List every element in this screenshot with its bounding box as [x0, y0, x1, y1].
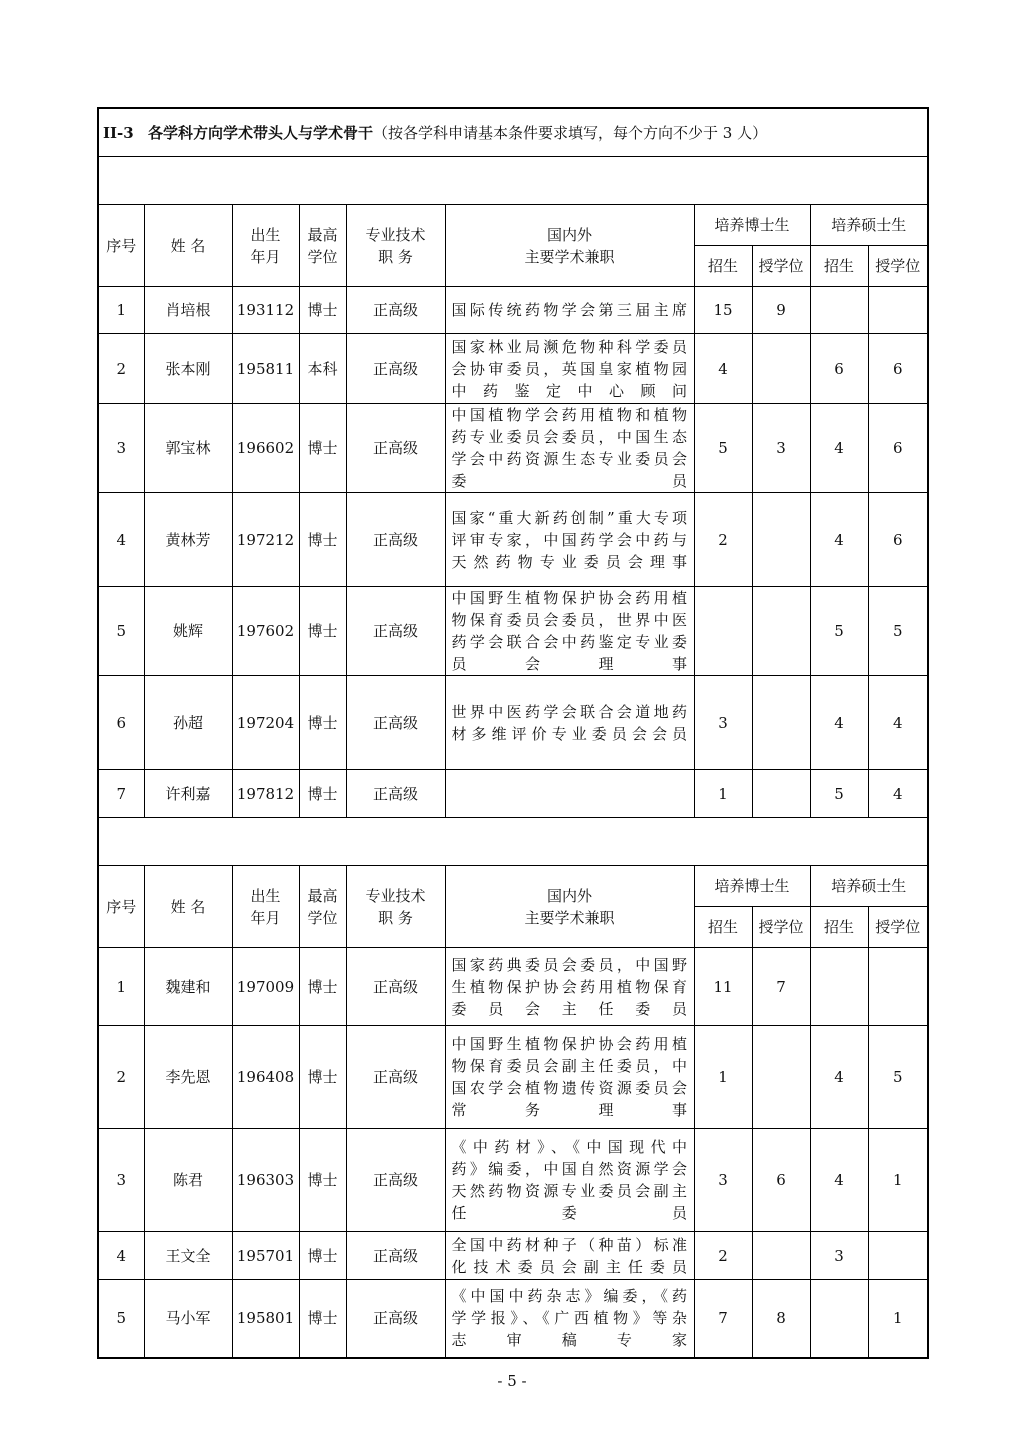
- duty-line: 学会中药资源生态专业委员会: [451, 450, 688, 468]
- header-title: [346, 205, 445, 287]
- header-title-line1: 专业技术: [365, 225, 426, 244]
- person-ms-degree: [868, 1232, 928, 1280]
- person-seq: 3: [98, 1129, 144, 1232]
- header-master: 培养硕士生: [810, 205, 928, 246]
- person-ms-enroll: [810, 287, 868, 334]
- person-name: 马小军: [144, 1280, 232, 1358]
- header-title-line2: 职 务: [378, 247, 413, 266]
- person-ms-enroll: 3: [810, 1232, 868, 1280]
- duty-line: 化技术委员会副主任委员: [451, 1257, 688, 1276]
- person-name: 李先恩: [144, 1026, 232, 1129]
- table-row: [98, 948, 928, 1026]
- person-name: 张本刚: [144, 334, 232, 404]
- person-seq: 7: [98, 770, 144, 818]
- header-seq: 序号: [98, 205, 144, 287]
- person-seq: 6: [98, 676, 144, 770]
- header-degree-line1: 最高: [307, 886, 338, 905]
- header-birth-line1: 出生: [250, 886, 281, 905]
- duty-line: 材多维评价专业委员会会员: [451, 724, 688, 743]
- person-birth: 197812: [232, 770, 299, 818]
- person-birth: 195701: [232, 1232, 299, 1280]
- person-title: 正高级: [346, 676, 445, 770]
- table-row: [98, 587, 928, 676]
- section-title: [98, 108, 928, 157]
- duty-line: 国家药典委员会委员，中国野: [451, 955, 688, 974]
- person-degree: 博士: [299, 493, 346, 587]
- person-name: 姚辉: [144, 587, 232, 676]
- person-degree: 博士: [299, 1232, 346, 1280]
- academic-staff-table: [97, 107, 929, 1359]
- header-degree-line1: 最高: [307, 225, 338, 244]
- person-phd-enroll: 2: [694, 493, 752, 587]
- header-duty-line1: 国内外: [546, 886, 592, 905]
- duty-line: 国家“重大新药创制”重大专项: [451, 508, 688, 527]
- duty-line: 常务理事: [451, 1101, 688, 1119]
- person-duty: [445, 334, 694, 404]
- person-ms-enroll: [810, 948, 868, 1026]
- person-title: 正高级: [346, 404, 445, 493]
- header-ms-degree: 授学位: [868, 907, 928, 948]
- person-ms-degree: 6: [868, 334, 928, 404]
- person-phd-enroll: 7: [694, 1280, 752, 1358]
- person-phd-enroll: 1: [694, 770, 752, 818]
- duty-line: 国家林业局濒危物种科学委员: [451, 337, 688, 356]
- person-ms-degree: 5: [868, 587, 928, 676]
- duty-line: 《中国中药杂志》编委，《药: [451, 1287, 688, 1306]
- header-birth-line1: 出生: [250, 225, 281, 244]
- header-phd-degree: 授学位: [752, 907, 810, 948]
- table-row: [98, 770, 928, 818]
- person-degree: 博士: [299, 1280, 346, 1358]
- person-ms-enroll: 4: [810, 404, 868, 493]
- person-phd-enroll: 3: [694, 676, 752, 770]
- header-ms-degree: 授学位: [868, 246, 928, 287]
- person-phd-enroll: 4: [694, 334, 752, 404]
- person-birth: 196303: [232, 1129, 299, 1232]
- person-duty: [445, 948, 694, 1026]
- person-phd-degree: [752, 1232, 810, 1280]
- header-title-line2: 职 务: [378, 908, 413, 927]
- person-name: 孙超: [144, 676, 232, 770]
- person-degree: 博士: [299, 404, 346, 493]
- person-duty: [445, 676, 694, 770]
- person-phd-enroll: 15: [694, 287, 752, 334]
- person-duty: [445, 493, 694, 587]
- person-duty: [445, 404, 694, 493]
- duty-line: 世界中医药学会联合会道地药: [451, 702, 688, 721]
- person-ms-degree: [868, 287, 928, 334]
- person-title: 正高级: [346, 1026, 445, 1129]
- header-phd-enroll: 招生: [694, 907, 752, 948]
- person-birth: 196602: [232, 404, 299, 493]
- section-heading: 各学科方向学术带头人与学术骨干: [148, 123, 374, 142]
- duty-line: 药专业委员会委员，中国生态: [451, 428, 688, 446]
- duty-line: 药》编委，中国自然资源学会: [451, 1160, 688, 1178]
- person-phd-enroll: 5: [694, 404, 752, 493]
- person-seq: 2: [98, 334, 144, 404]
- duty-line: 评审专家，中国药学会中药与: [451, 530, 688, 549]
- duty-line: 国农学会植物遗传资源委员会: [451, 1079, 688, 1097]
- person-title: 正高级: [346, 1129, 445, 1232]
- person-ms-degree: 5: [868, 1026, 928, 1129]
- person-seq: 1: [98, 948, 144, 1026]
- person-duty: [445, 770, 694, 818]
- person-ms-enroll: [810, 1280, 868, 1358]
- person-seq: 5: [98, 1280, 144, 1358]
- person-degree: 博士: [299, 948, 346, 1026]
- person-birth: 193112: [232, 287, 299, 334]
- person-duty: [445, 587, 694, 676]
- person-ms-degree: 4: [868, 770, 928, 818]
- person-title: 正高级: [346, 334, 445, 404]
- person-birth: 195801: [232, 1280, 299, 1358]
- duty-line: 物保育委员会副主任委员，中: [451, 1057, 688, 1075]
- header-title: [346, 866, 445, 948]
- header-degree: [299, 866, 346, 948]
- person-phd-degree: [752, 770, 810, 818]
- person-phd-enroll: 11: [694, 948, 752, 1026]
- duty-line: 中国野生植物保护协会药用植: [451, 1035, 688, 1053]
- header-birth-line2: 年月: [250, 247, 281, 266]
- person-duty: [445, 287, 694, 334]
- duty-line: 志审稿专家: [451, 1331, 688, 1350]
- header-phd: 培养博士生: [694, 866, 810, 907]
- person-birth: 197602: [232, 587, 299, 676]
- table-row: [98, 676, 928, 770]
- person-phd-enroll: 2: [694, 1232, 752, 1280]
- duty-line: 药学会联合会中药鉴定专业委: [451, 633, 688, 651]
- person-degree: 博士: [299, 770, 346, 818]
- table-row: [98, 1026, 928, 1129]
- person-title: 正高级: [346, 948, 445, 1026]
- person-ms-degree: 4: [868, 676, 928, 770]
- person-phd-enroll: 1: [694, 1026, 752, 1129]
- header-title-line1: 专业技术: [365, 886, 426, 905]
- header-name: 姓 名: [144, 205, 232, 287]
- person-name: 陈君: [144, 1129, 232, 1232]
- person-title: 正高级: [346, 493, 445, 587]
- person-degree: 博士: [299, 676, 346, 770]
- header-degree-line2: 学位: [307, 247, 338, 266]
- duty-line: 中国野生植物保护协会药用植: [451, 589, 688, 607]
- person-seq: 2: [98, 1026, 144, 1129]
- header-birth: [232, 205, 299, 287]
- person-phd-enroll: 3: [694, 1129, 752, 1232]
- person-ms-degree: 6: [868, 493, 928, 587]
- section-code: II-3: [103, 123, 134, 142]
- person-degree: 博士: [299, 1129, 346, 1232]
- person-title: 正高级: [346, 1280, 445, 1358]
- person-name: 王文全: [144, 1232, 232, 1280]
- header-duty-line2: 主要学术兼职: [524, 908, 615, 927]
- section-note: （按各学科申请基本条件要求填写，每个方向不少于 3 人）: [373, 123, 768, 142]
- page-number: - 5 -: [497, 1372, 527, 1390]
- header-name: 姓 名: [144, 866, 232, 948]
- person-name: 许利嘉: [144, 770, 232, 818]
- table-row: [98, 493, 928, 587]
- person-ms-degree: 6: [868, 404, 928, 493]
- person-ms-enroll: 4: [810, 1129, 868, 1232]
- person-phd-degree: 3: [752, 404, 810, 493]
- person-seq: 3: [98, 404, 144, 493]
- header-ms-enroll: 招生: [810, 246, 868, 287]
- duty-line: 国际传统药物学会第三届主席: [451, 301, 688, 319]
- person-duty: [445, 1232, 694, 1280]
- duty-line: 中国植物学会药用植物和植物: [451, 406, 688, 424]
- person-ms-enroll: 4: [810, 676, 868, 770]
- person-birth: 195811: [232, 334, 299, 404]
- table-row: [98, 1129, 928, 1232]
- person-name: 黄林芳: [144, 493, 232, 587]
- header-birth: [232, 866, 299, 948]
- header-phd-degree: 授学位: [752, 246, 810, 287]
- person-phd-degree: 6: [752, 1129, 810, 1232]
- person-phd-degree: 8: [752, 1280, 810, 1358]
- person-phd-degree: [752, 1026, 810, 1129]
- person-ms-degree: [868, 948, 928, 1026]
- duty-line: 物保育委员会委员，世界中医: [451, 611, 688, 629]
- header-degree: [299, 205, 346, 287]
- person-degree: 本科: [299, 334, 346, 404]
- person-ms-enroll: 4: [810, 493, 868, 587]
- person-duty: [445, 1026, 694, 1129]
- person-seq: 5: [98, 587, 144, 676]
- header-degree-line2: 学位: [307, 908, 338, 927]
- duty-line: 全国中药材种子（种苗）标准: [451, 1235, 688, 1254]
- duty-line: 天然药物资源专业委员会副主: [451, 1182, 688, 1200]
- person-phd-degree: 9: [752, 287, 810, 334]
- table-row: [98, 404, 928, 493]
- person-birth: 197009: [232, 948, 299, 1026]
- header-seq: 序号: [98, 866, 144, 948]
- person-birth: 197212: [232, 493, 299, 587]
- duty-line: 员会理事: [451, 655, 688, 673]
- duty-line: 委员会主任委员: [451, 999, 688, 1018]
- duty-line: 中药鉴定中心顾问: [451, 381, 688, 400]
- duty-line: 《中药材》、《中国现代中: [451, 1138, 688, 1156]
- person-birth: 196408: [232, 1026, 299, 1129]
- person-phd-enroll: [694, 587, 752, 676]
- person-ms-enroll: 5: [810, 587, 868, 676]
- person-name: 郭宝林: [144, 404, 232, 493]
- duty-line: 学学报》、《广西植物》等杂: [451, 1309, 688, 1328]
- duty-line: 会协审委员，英国皇家植物园: [451, 359, 688, 378]
- header-duty: [445, 205, 694, 287]
- person-title: 正高级: [346, 770, 445, 818]
- person-ms-enroll: 5: [810, 770, 868, 818]
- person-ms-degree: 1: [868, 1129, 928, 1232]
- person-name: 魏建和: [144, 948, 232, 1026]
- person-duty: [445, 1280, 694, 1358]
- header-duty: [445, 866, 694, 948]
- person-duty: [445, 1129, 694, 1232]
- person-phd-degree: [752, 676, 810, 770]
- person-ms-degree: 1: [868, 1280, 928, 1358]
- person-phd-degree: 7: [752, 948, 810, 1026]
- person-birth: 197204: [232, 676, 299, 770]
- duty-line: 生植物保护协会药用植物保育: [451, 977, 688, 996]
- header-duty-line1: 国内外: [546, 225, 592, 244]
- header-master: 培养硕士生: [810, 866, 928, 907]
- person-seq: 4: [98, 1232, 144, 1280]
- person-phd-degree: [752, 334, 810, 404]
- person-phd-degree: [752, 587, 810, 676]
- duty-line: 任委员: [451, 1204, 688, 1222]
- person-ms-enroll: 6: [810, 334, 868, 404]
- header-ms-enroll: 招生: [810, 907, 868, 948]
- person-name: 肖培根: [144, 287, 232, 334]
- duty-line: 天然药物专业委员会理事: [451, 552, 688, 571]
- duty-line: 委员: [451, 472, 688, 490]
- person-title: 正高级: [346, 287, 445, 334]
- person-title: 正高级: [346, 587, 445, 676]
- person-degree: 博士: [299, 287, 346, 334]
- header-duty-line2: 主要学术兼职: [524, 247, 615, 266]
- header-phd-enroll: 招生: [694, 246, 752, 287]
- person-seq: 1: [98, 287, 144, 334]
- table-row: [98, 334, 928, 404]
- table-row: [98, 1232, 928, 1280]
- person-seq: 4: [98, 493, 144, 587]
- person-degree: 博士: [299, 1026, 346, 1129]
- header-phd: 培养博士生: [694, 205, 810, 246]
- person-phd-degree: [752, 493, 810, 587]
- person-degree: 博士: [299, 587, 346, 676]
- person-title: 正高级: [346, 1232, 445, 1280]
- person-ms-enroll: 4: [810, 1026, 868, 1129]
- header-birth-line2: 年月: [250, 908, 281, 927]
- table-row: [98, 1280, 928, 1358]
- table-row: [98, 287, 928, 334]
